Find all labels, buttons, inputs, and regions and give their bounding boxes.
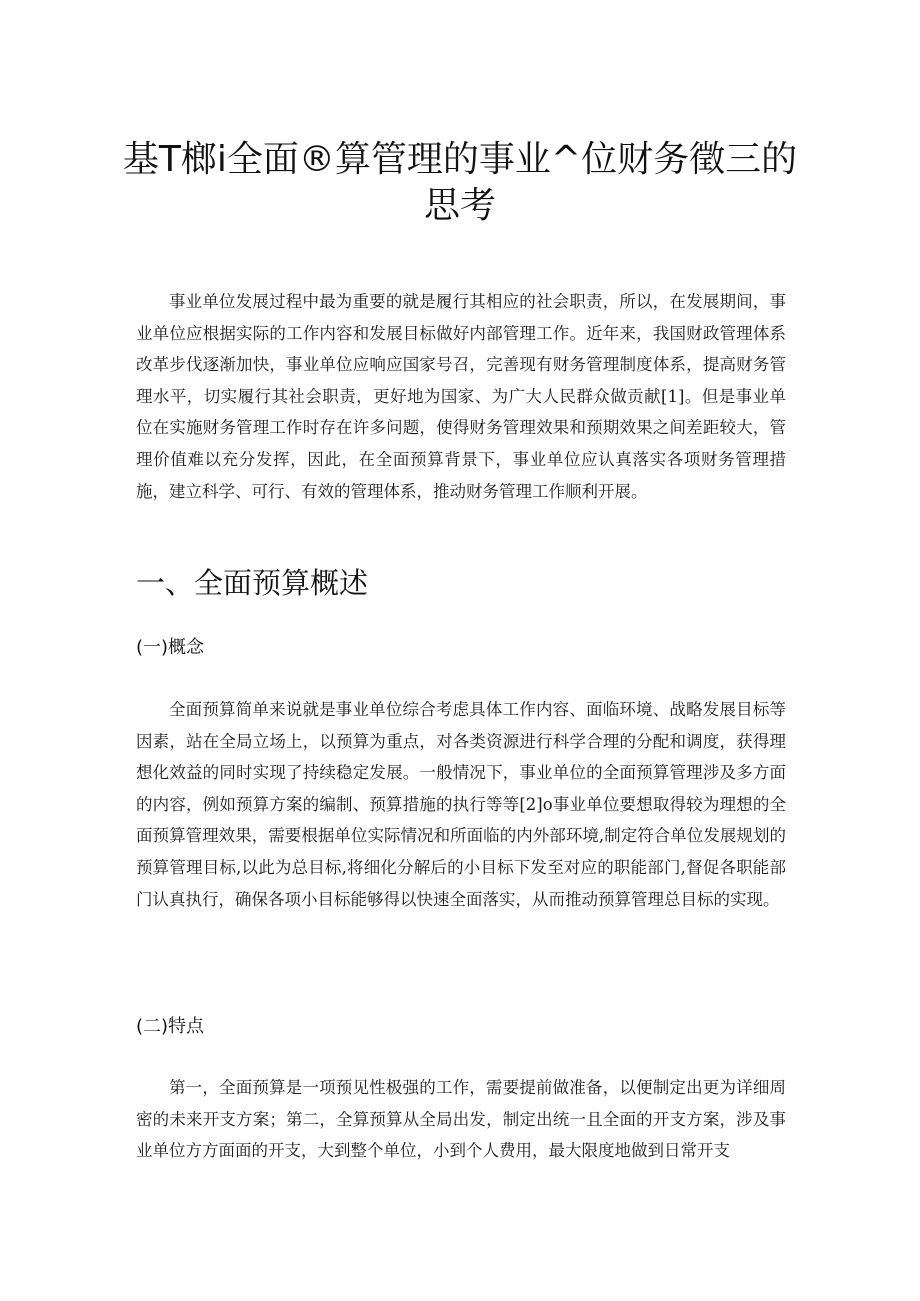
section-1-2-heading: (二)特点 xyxy=(136,1016,205,1037)
intro-paragraph: 事业单位发展过程中最为重要的就是履行其相应的社会职责，所以，在发展期间，事业单位应根据实际的工作内容和发展目标做好内部管理工作。近年来，我国财政管理体系改革步伐逐渐加快，事业单位应响应国家号召，完善现有财务管理制度体系，提高财务管理水平，切实履行其社会职责，更好地为国家、为广大人民群众做贡献[1]。但是事业单位在实施财务管理工作时存在许多问题，使得财务管理效果和预期效果之间差距较大，管理价值难以充分发挥，因此，在全面预算背景下，事业单位应认真落实各项财务管理措施，建立科学、可行、有效的管理体系，推动财务管理工作顺利开展。 xyxy=(136,292,786,501)
section-1-heading: 一、全面预算概述 xyxy=(136,566,369,600)
section-1-1-heading: (一)概念 xyxy=(136,637,205,658)
section-1-2-paragraph: 第一，全面预算是一项预见性极强的工作，需要提前做准备，以便制定出更为详细周密的未来开支方案；第二，全算预算从全局出发，制定出统一且全面的开支方案，涉及事业单位方方面面的开支，大到整个单位，小到个人费用，最大限度地做到日常开支 xyxy=(136,1078,786,1161)
document-title-line-1: 基T榔i全面®算管理的事业^位财务徵三的 xyxy=(122,139,798,180)
section-1-1-paragraph: 全面预算简单来说就是事业单位综合考虑具体工作内容、面临环境、战略发展目标等因素，站在全局立场上，以预算为重点，对各类资源进行科学合理的分配和调度，获得理想化效益的同时实现了持续稳定发展。一般情况下，事业单位的全面预算管理涉及多方面的内容，例如预算方案的编制、预算措施的执行等等[2]o事业单位要想取得较为理想的全面预算管理效果，需要根据单位实际情况和所面临的内外部环境,制定符合单位发展规划的预算管理目标,以此为总目标,将细化分解后的小目标下发至对应的职能部门,督促各职能部门认真执行，确保各项小目标能够得以快速全面落实，从而推动预算管理总目标的实现。 xyxy=(136,700,786,909)
document-title-line-2: 思考 xyxy=(423,185,496,226)
